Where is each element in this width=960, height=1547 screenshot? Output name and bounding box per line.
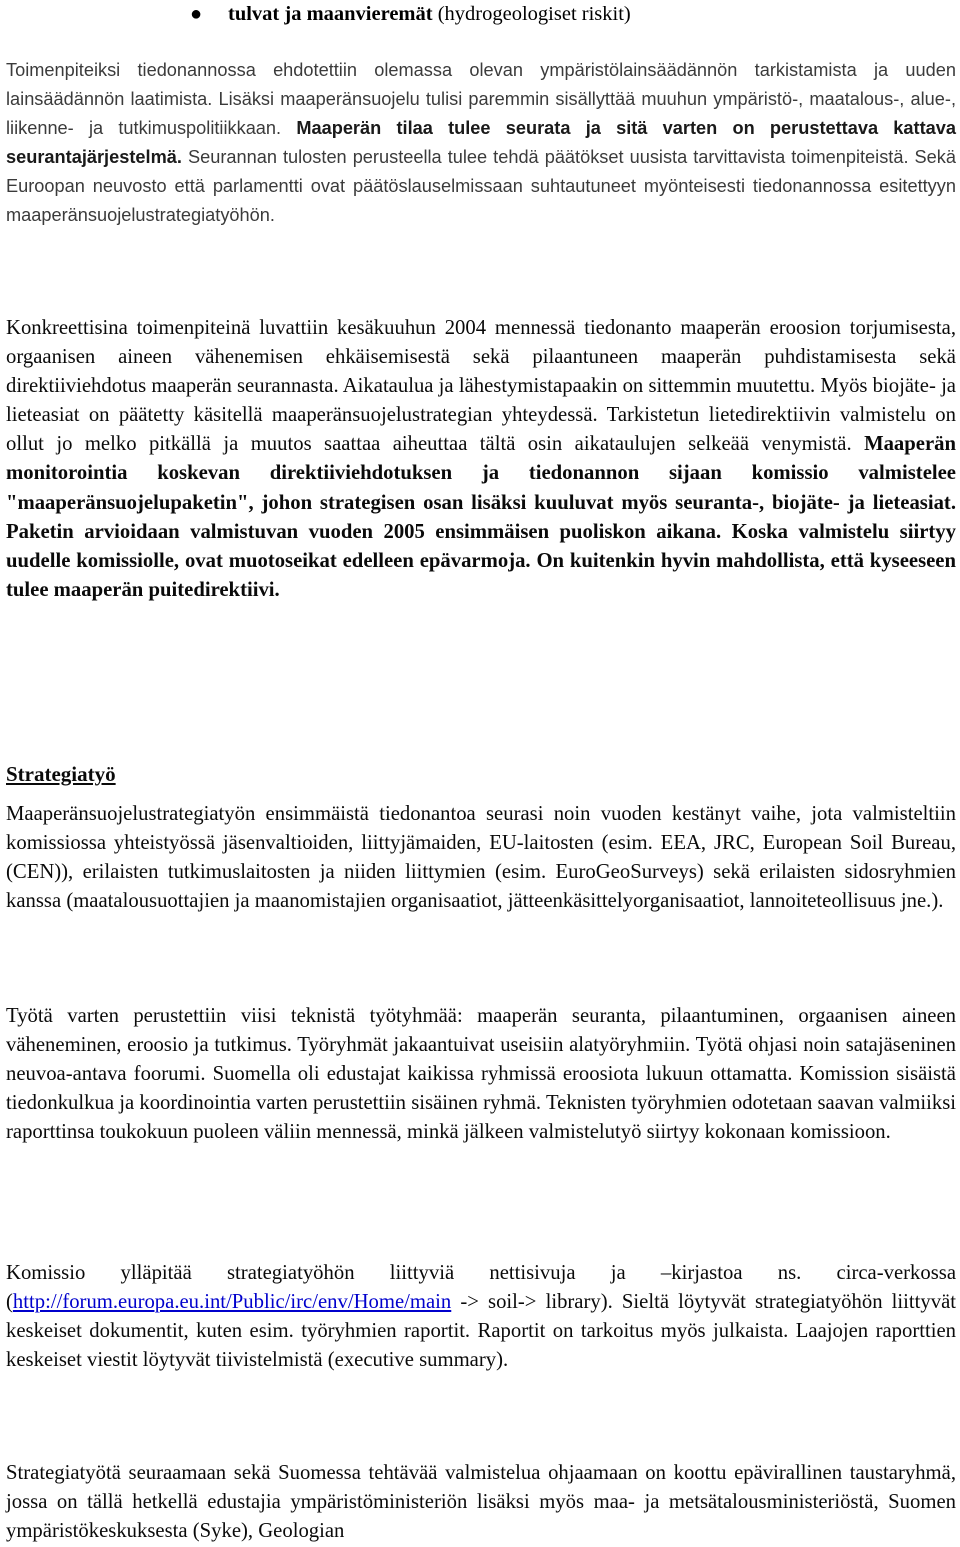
bullet-icon: ●: [190, 3, 203, 25]
paragraph-strategy-phase: Maaperänsuojelustrategiatyön ensimmäistä tiedonantoa seurasi noin vuoden kestänyt vaihe, jota valmisteltiin komissiossa yhteistyössä jäsenvaltioiden, liittyjämaiden, EU-laitosten (esim. EEA, JRC, European Soil Bureau, (CEN)), erilaisten tutkimuslaitosten ja niiden liittymien (esim. EuroGeoSurveys) sekä erilaisten sidosryhmien kanssa (maatalousuottajien ja maanomistajien organisaatiot, jätteenkäsittelyorganisaatiot, lannoiteteollisuus jne.).: [6, 803, 956, 913]
bullet-text: [228, 0, 631, 29]
circa-link[interactable]: http://forum.europa.eu.int/Public/irc/env/Home/main: [12, 1291, 452, 1314]
paragraph-concrete-measures: [6, 314, 956, 605]
section-heading: Strategiatyö: [6, 762, 116, 786]
paragraph-measures: [6, 56, 956, 230]
paragraph-working-groups: Työtä varten perustettiin viisi teknistä työtyhmää: maaperän seuranta, pilaantuminen, orgaanisen aineen väheneminen, eroosio ja tutkimus. Työryhmät jakaantuivat useisiin alatyöryhmiin. Työtä ohjasi noin satajäseninen neuvoa-antava foorumi. Suomella oli edustajat kaikissa ryhmissä eroosiota lukuun ottamatta. Komission sisäistä tiedonkulkua ja koordinointia varten perustettiin sisäinen ryhmä. Teknisten työryhmien odotetaan saavan valmiiksi raporttinsa toukokuun puoleen väliin mennessä, minkä jälkeen valmistelutyö siirtyy kokonaan komissioon.: [6, 1005, 956, 1144]
bullet-bold-text: tulvat ja maanvieremät: [228, 3, 433, 25]
paragraph-website: [6, 1259, 956, 1375]
paragraph-website-text-b: -> soil-> library). Sieltä löytyvät strategiatyöhön liittyvät keskeiset dokumentit, kuten esim. työryhmien raportit. Raportit on tarkoitus myös julkaista. Laajojen raporttien keskeiset viestit löytyvät tiivistelmistä (executive summary).: [6, 1291, 956, 1372]
paragraph-measures-bold: Maaperän tilaa tulee seurata ja sitä varten on perustettava kattava seurantajärjestelmä.: [6, 118, 956, 167]
paragraph-measures-text-b: Seurannan tulosten perusteella tulee tehdä päätökset uusista tarvittavista toimenpiteistä. Sekä Euroopan neuvosto että parlamentti ovat päätöslauselmissaan suhtautuneet myönteisesti tiedonannossa esitettyyn maaperänsuojelustrategiatyöhön.: [6, 147, 956, 225]
paragraph-background-group: Strategiatyötä seuraamaan sekä Suomessa tehtävää valmistelua ohjaamaan on koottu epävirallinen taustaryhmä, jossa on tällä hetkellä edustajia ympäristöministeriön lisäksi myös maa- ja metsätalousministeriöstä, Suomen ympäristökeskuksesta (Syke), Geologian: [6, 1462, 956, 1543]
paragraph-measures-text-a: Toimenpiteiksi tiedonannossa ehdotettiin olemassa olevan ympäristölainsäädännön tarkistamista ja uuden lainsäädännön laatimista. Lisäksi maaperänsuojelu tulisi paremmin sisällyttää muuhun ympäristö-, maatalous-, alue-, liikenne- ja tutkimuspolitiikkaan.: [6, 60, 956, 138]
paragraph-concrete-bold: Maaperän monitorointia koskevan direktiiviehdotuksen ja tiedonannon sijaan komissio valmistelee "maaperänsuojelupaketin", johon strategisen osan lisäksi kuuluvat myös seuranta-, biojäte- ja lieteasiat. Paketin arvioidaan valmistuvan vuoden 2005 ensimmäisen puoliskon aikana. Koska valmistelu siirtyy uudelle komissiolle, ovat muotoseikat edelleen epävarmoja. On kuitenkin hyvin mahdollista, että kyseeseen tulee maaperän puitedirektiivi.: [6, 433, 956, 601]
paragraph-concrete-text: Konkreettisina toimenpiteinä luvattiin kesäkuuhun 2004 mennessä tiedonanto maaperän eroosion torjumisesta, orgaanisen aineen vähenemisen ehkäisemisestä sekä pilaantuneen maaperän puhdistamisesta sekä direktiiviehdotus maaperän seurannasta. Aikataulua ja lähestymistapaakin on sittemmin muutettu. Myös biojäte- ja lieteasiat on päätetty käsitellä maaperänsuojelustrategian yhteydessä. Tarkistetun lietedirektiivin valmistelu on ollut jo melko pitkällä ja muutos saattaa aiheuttaa tältä osin aikataulujen selkeää venymistä.: [6, 317, 956, 456]
paragraph-website-text-a: Komissio ylläpitää strategiatyöhön liittyviä nettisivuja ja –kirjastoa ns. circa-verkossa (: [6, 1262, 956, 1314]
bullet-normal-text: (hydrogeologiset riskit): [432, 3, 631, 25]
bullet-item: [6, 0, 956, 29]
